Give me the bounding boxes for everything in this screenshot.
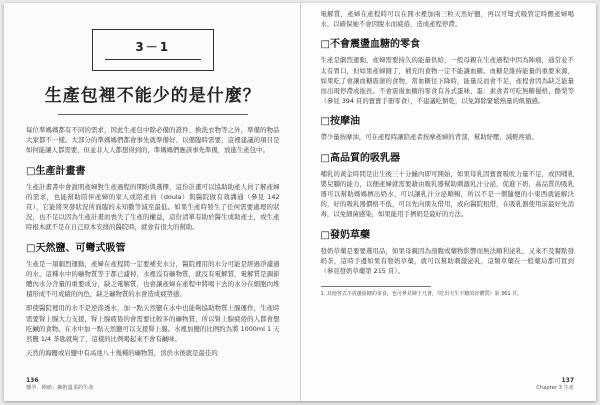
salt-paragraph-1: 生產是一項劇烈運動，產婦在產程間一定要補充水分，醫院裡用的水分可能是經過淨濾過的水，這種水中的礦物質等于都已濾掉，水裡沒有礦物質，就沒有電解質，電解質是調節體內水分含量的重要成分，缺乏電解質，也會讓產婦在產程中將喝下去的水分在細胞內堆積形成不可成績的內色，缺乏礦物質的水會造成疲勞感。 — [26, 259, 280, 299]
right-page-number: 137 — [561, 377, 574, 384]
heading-massage-oil: □按摩油 — [320, 116, 360, 128]
footnote: 1. 其他各式不震盪血糖的零食，也可參見陳于凡著，《吃出天生不糖的好體質》第 361 頁。 — [320, 291, 523, 298]
left-page — [4, 3, 301, 401]
intro-paragraph: 每位準媽媽都有不同的需求，因此生產包中除必備的證件、換洗衣物等之外，準備的物品大家都不一樣。大部分的準媽媽們都會事先就準備好、以備臨時需要，這裡建議的項目是如何能讓人都需要，但並非人人都想得到的，準媽媽們應該事先準備，放進生產包中。 — [26, 126, 280, 155]
left-folio — [26, 377, 93, 391]
heading-snacks: □不會震盪血糖的零食 — [320, 39, 420, 51]
section-number: 3－1 — [105, 38, 201, 60]
section-number-box — [92, 29, 214, 71]
massage-oil-paragraph: 帶少量按摩油，可在產程時讓陪產者按摩產婦的背部，幫助紓壓，減輕疼痛。 — [320, 133, 538, 142]
right-page-content — [321, 9, 575, 371]
breast-pump-paragraph: 哺乳的黃金時間是出生後三十分鐘內即可開始，如果母乳因寶寶吸吮力量不足，或因哺乳嬰兒腳的能力，以便產婦就需要藉由吸乳器幫助刺激乳汁分泌，促進下奶，高品質的吸乳器可以幫助媽媽擠出奶水，可以讓乳汁分泌順暢，所以不是一個隨便的小東西就能解決的，好的吸乳器價格不低，可以先向朋友借用，或向醫院租借，在吸乳器使用前最好先消毒，以免細菌感染，如果能用手擠奶是最好的方法。 — [320, 169, 574, 219]
right-page — [301, 3, 597, 401]
right-running-title: Chapter 3 生產 — [536, 385, 574, 391]
left-page-content — [26, 23, 280, 371]
heading-salt-straw: □天然鹽、可彎式吸管 — [26, 242, 126, 254]
snacks-paragraph: 生產是劇烈運動，產婦需要持久的能量供給，一般母親在生產過程中因為陣痛，通常並不太有胃口，但如果產婦餓了，補充的食物一定不能讓血糖。血糖是維持能量的重要來源，如果吃了會讓血糖震盪的食物，當血糖往下降時，能量反而會不足，產程會因為缺乏能量而出現停滯或拖長。不會震盪血糖的零食有各式蛋味、蛋：素食者可吃無糖優格、酪梨等（參見 394 頁的寶寶手冊零食），不建議吃餅乾，以免卸除緊鬆熱量的飢餓感。 — [320, 56, 574, 106]
title-divider — [58, 114, 248, 115]
heading-breast-pump: □高品質的吸乳器 — [320, 152, 400, 164]
left-running-title: 懷孕．陣痛：擁抱溫柔的生產 — [26, 385, 94, 391]
left-page-number: 136 — [26, 377, 39, 384]
book-spread — [4, 3, 596, 401]
birth-plan-paragraph: 生產計畫書中會說明產婦對生產過程的期盼與選擇，這份計畫可以協助助產人員了解產婦的需求，也能幫助陪伴產婦的家人或陪產員（doula）與醫院做有效溝通（參見 142 頁），它能將突發狀況所面臨的未知數等減至最低。如果生產時發生了任何需要處理的狀況，也不足以因為生產計畫而喪失了生產的權益，這份清單有助於醫生或助產士，或生產時根本就不是在自己原本安排的醫院時，就會有很大的幫助。 — [26, 182, 280, 232]
salt-paragraph-3: 天然的海鹽或岩鹽中有高達八十幾種的礦物質，溶於水後就是最佳的 — [26, 349, 218, 358]
heading-birth-plan: □生產計畫書 — [26, 165, 86, 177]
electrolyte-paragraph: 電解質，產婦在產程時可以在開水裡加兩三粒天然好鹽，再以可彎式吸管定時餵產婦喝水，以確保她不會因脫水而疲倦，造成產程停滯。 — [320, 10, 574, 29]
right-folio — [536, 377, 574, 391]
heading-herbs: □發奶草藥 — [320, 229, 370, 241]
footnote-divider — [321, 286, 431, 287]
chapter-title: 生產包裡不能少的是什麼？ — [44, 86, 261, 106]
salt-paragraph-2: 即使醫院裡用的水不是逆滲透水，加一點天然鹽在水中也能夠協助物質上腺運作，生產時需要腎上腺大力支援，腎上腺疲倦的會需要比較多的礦物質，所以腎上腺疲倦的人都會想吃鹹的食物。在水中加一點天然鹽可以支援腎上腺。水裡加鹽的比例約為將 1000ml 1 天然鹽 1/4 茶匙就夠了，這樣的比例喝起來不會有鹹味。 — [26, 304, 280, 344]
herbs-paragraph: 發奶草藥是要要選用品，如果母親因為剖腹或藥物影響而無法順利泌乳，又來不及餐點發奶茶，這時手邊如果有發奶草藥，就可以幫助刺激泌乳，這類草藥在一般藥局都可買到（參見發奶草藥第 215 頁）。 — [320, 246, 574, 276]
